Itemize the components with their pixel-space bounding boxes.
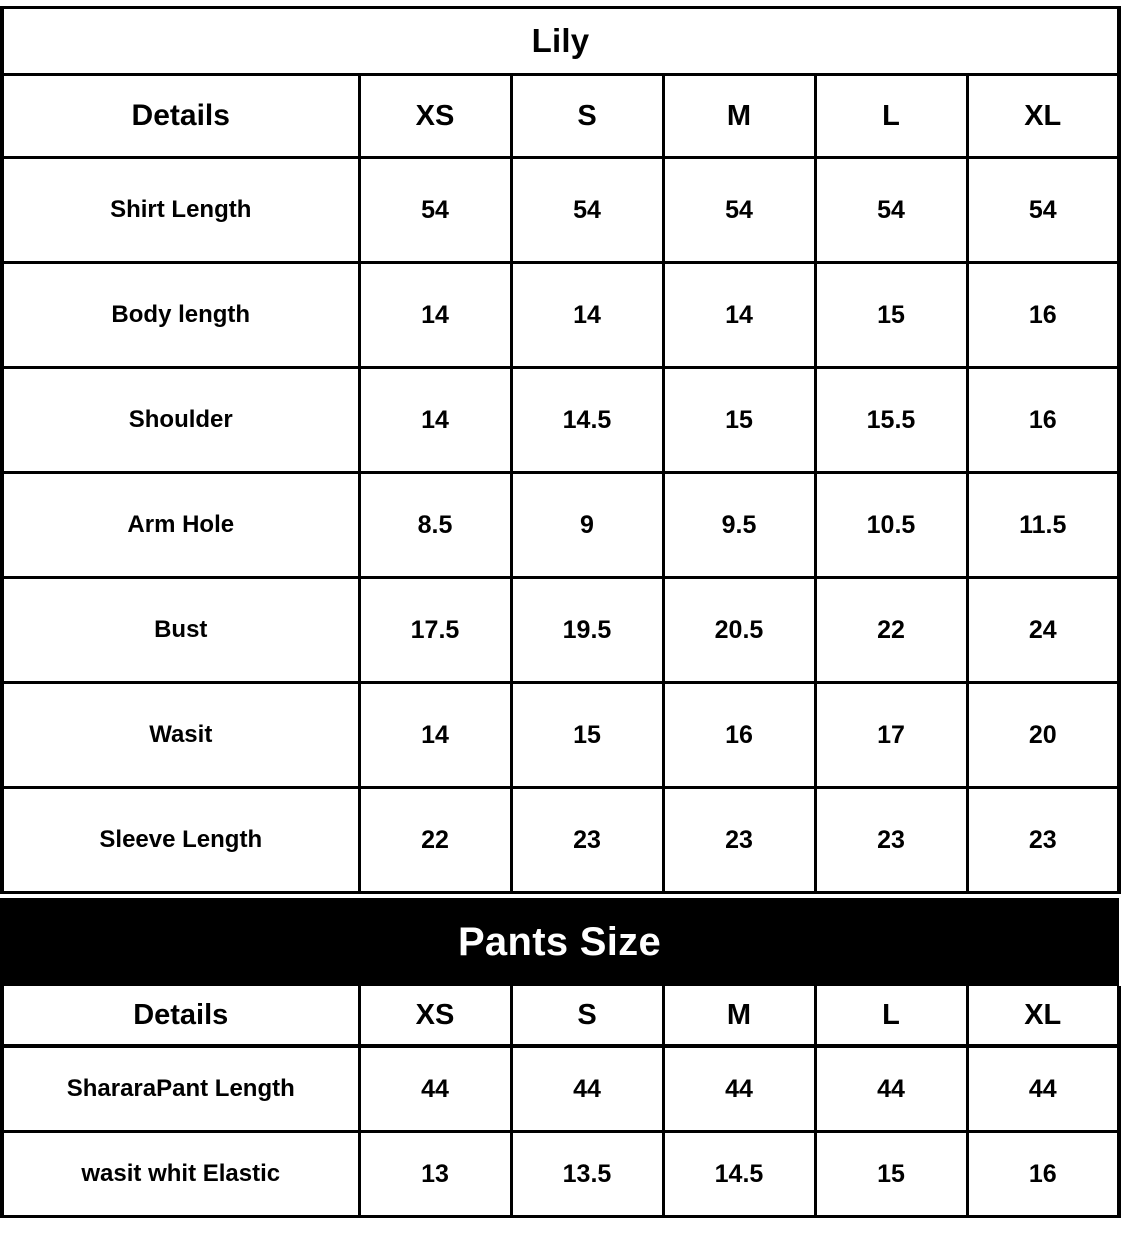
row-value: 14 (359, 368, 511, 473)
row-value: 54 (511, 158, 663, 263)
row-value: 44 (511, 1046, 663, 1132)
row-label: Body length (2, 263, 359, 368)
pants-table-title: Pants Size (0, 898, 1119, 986)
shirt-size-header-l: L (815, 75, 967, 158)
row-value: 13.5 (511, 1132, 663, 1217)
shirt-table-title-row (2, 8, 1119, 75)
pants-size-table-block (0, 898, 1119, 1218)
pants-size-header-xs: XS (359, 986, 511, 1046)
row-value: 15 (815, 1132, 967, 1217)
shirt-size-table (0, 6, 1121, 894)
row-value: 23 (967, 788, 1119, 893)
pants-size-header-s: S (511, 986, 663, 1046)
row-value: 11.5 (967, 473, 1119, 578)
shirt-size-header-m: M (663, 75, 815, 158)
row-value: 14 (359, 263, 511, 368)
row-value: 8.5 (359, 473, 511, 578)
table-row (2, 263, 1119, 368)
row-value: 19.5 (511, 578, 663, 683)
row-value: 54 (359, 158, 511, 263)
row-value: 14 (663, 263, 815, 368)
table-row (2, 1046, 1119, 1132)
row-value: 17 (815, 683, 967, 788)
row-label: Arm Hole (2, 473, 359, 578)
row-value: 44 (663, 1046, 815, 1132)
row-value: 23 (663, 788, 815, 893)
row-value: 16 (967, 1132, 1119, 1217)
row-label: Shoulder (2, 368, 359, 473)
pants-size-header-m: M (663, 986, 815, 1046)
row-value: 15 (815, 263, 967, 368)
row-label: Shirt Length (2, 158, 359, 263)
row-value: 54 (815, 158, 967, 263)
shirt-table-header-row (2, 75, 1119, 158)
table-row (2, 1132, 1119, 1217)
row-value: 22 (815, 578, 967, 683)
pants-size-table (0, 986, 1121, 1218)
shirt-details-header: Details (2, 75, 359, 158)
shirt-size-header-xl: XL (967, 75, 1119, 158)
row-value: 13 (359, 1132, 511, 1217)
shirt-table-title: Lily (2, 8, 1119, 75)
row-value: 20.5 (663, 578, 815, 683)
row-value: 14.5 (511, 368, 663, 473)
row-value: 14 (359, 683, 511, 788)
pants-size-header-xl: XL (967, 986, 1119, 1046)
row-value: 14.5 (663, 1132, 815, 1217)
row-value: 23 (815, 788, 967, 893)
row-value: 20 (967, 683, 1119, 788)
row-value: 16 (967, 368, 1119, 473)
table-row (2, 683, 1119, 788)
row-value: 15.5 (815, 368, 967, 473)
shirt-size-header-xs: XS (359, 75, 511, 158)
shirt-size-header-s: S (511, 75, 663, 158)
row-value: 15 (511, 683, 663, 788)
row-value: 14 (511, 263, 663, 368)
table-row (2, 158, 1119, 263)
table-row (2, 368, 1119, 473)
row-value: 44 (359, 1046, 511, 1132)
row-value: 24 (967, 578, 1119, 683)
table-row (2, 578, 1119, 683)
row-value: 44 (967, 1046, 1119, 1132)
row-value: 9.5 (663, 473, 815, 578)
row-value: 22 (359, 788, 511, 893)
pants-size-header-l: L (815, 986, 967, 1046)
row-value: 9 (511, 473, 663, 578)
row-label: wasit whit Elastic (2, 1132, 359, 1217)
row-value: 54 (663, 158, 815, 263)
pants-table-header-row (2, 986, 1119, 1046)
row-label: Sleeve Length (2, 788, 359, 893)
table-row (2, 473, 1119, 578)
pants-details-header: Details (2, 986, 359, 1046)
row-value: 23 (511, 788, 663, 893)
row-value: 44 (815, 1046, 967, 1132)
table-row (2, 788, 1119, 893)
row-label: Bust (2, 578, 359, 683)
row-value: 16 (967, 263, 1119, 368)
row-label: ShararaPant Length (2, 1046, 359, 1132)
row-label: Wasit (2, 683, 359, 788)
row-value: 17.5 (359, 578, 511, 683)
row-value: 15 (663, 368, 815, 473)
row-value: 54 (967, 158, 1119, 263)
shirt-size-table-block (0, 6, 1119, 894)
row-value: 16 (663, 683, 815, 788)
row-value: 10.5 (815, 473, 967, 578)
